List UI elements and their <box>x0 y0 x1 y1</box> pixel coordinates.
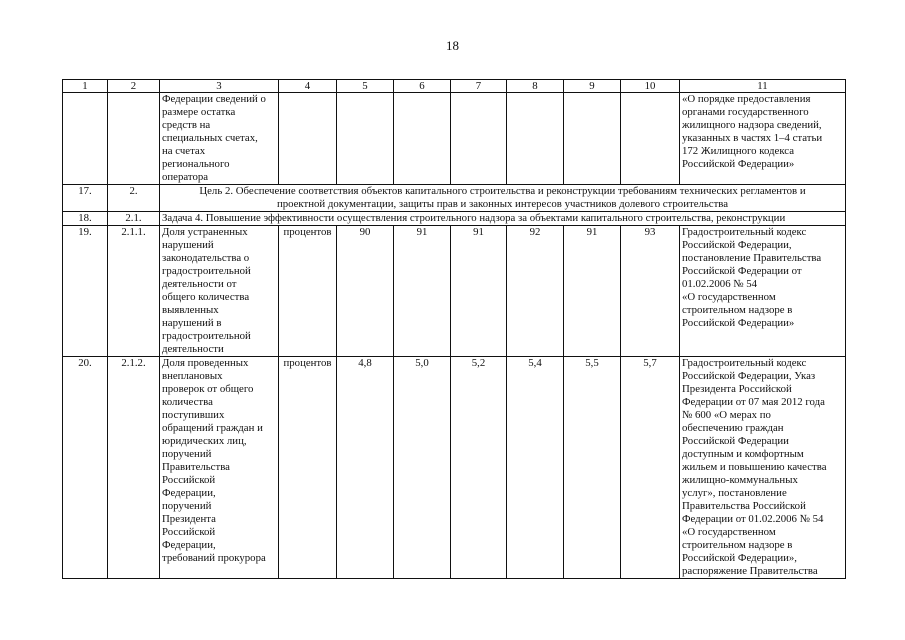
indicator-name <box>160 93 279 185</box>
text-line: Доля устраненных <box>162 226 248 238</box>
value-cell: 91 <box>564 226 621 357</box>
text-line: Российской Федерации <box>682 435 789 447</box>
text-line: Российской Федерации», <box>682 552 797 564</box>
text-line: обращений граждан и <box>162 422 263 434</box>
text-line: специальных счетах, <box>162 132 258 144</box>
legal-basis <box>680 357 846 579</box>
text-line: законодательства о <box>162 252 250 264</box>
column-number: 3 <box>160 80 279 93</box>
task-row <box>63 212 846 226</box>
text-line: указанных в частях 1–4 статьи <box>682 132 823 144</box>
row-code: 2.1.1. <box>108 226 160 357</box>
text-line: № 600 «О мерах по <box>682 409 771 421</box>
text-line: оператора <box>162 171 209 183</box>
value-cell <box>564 93 621 185</box>
table-row <box>63 93 846 185</box>
text-line: градостроительной <box>162 265 251 277</box>
text-line: Президента <box>162 513 216 525</box>
column-number: 5 <box>337 80 394 93</box>
value-cell: 5,2 <box>451 357 507 579</box>
row-code <box>108 93 160 185</box>
value-cell: 5,7 <box>621 357 680 579</box>
text-line: регионального <box>162 158 230 170</box>
text-line: нарушений в <box>162 317 222 329</box>
column-number: 6 <box>394 80 451 93</box>
column-number: 9 <box>564 80 621 93</box>
value-cell <box>451 93 507 185</box>
indicator-table <box>62 79 846 579</box>
row-code: 2.1. <box>108 212 160 226</box>
goal-text <box>160 185 846 212</box>
indicator-name <box>160 226 279 357</box>
text-line: Доля проведенных <box>162 357 249 369</box>
text-line: Федерации от 01.02.2006 № 54 <box>682 513 824 525</box>
text-line: нарушений <box>162 239 214 251</box>
column-number: 8 <box>507 80 564 93</box>
text-line: Градостроительный кодекс <box>682 357 807 369</box>
value-cell: 90 <box>337 226 394 357</box>
table-row <box>63 226 846 357</box>
text-line: Российской Федерации» <box>682 317 795 329</box>
text-line: поручений <box>162 500 212 512</box>
column-number: 1 <box>63 80 108 93</box>
text-line: Федерации сведений о <box>162 93 266 105</box>
value-cell <box>337 93 394 185</box>
column-number-row <box>63 80 846 93</box>
text-line: проверок от общего <box>162 383 254 395</box>
row-number: 19. <box>63 226 108 357</box>
row-number: 17. <box>63 185 108 212</box>
text-line: Правительства <box>162 461 230 473</box>
row-number <box>63 93 108 185</box>
text-line: жилищного надзора сведений, <box>682 119 822 131</box>
text-line: юридических лиц, <box>162 435 247 447</box>
row-number: 20. <box>63 357 108 579</box>
text-line: Российской Федерации» <box>682 158 795 170</box>
text-line: жилищно-коммунальных <box>682 474 798 486</box>
column-number: 11 <box>680 80 846 93</box>
text-line: деятельности <box>162 343 224 355</box>
text-line: Правительства Российской <box>682 500 806 512</box>
row-code: 2.1.2. <box>108 357 160 579</box>
unit-cell: процентов <box>279 357 337 579</box>
column-number: 4 <box>279 80 337 93</box>
text-line: градостроительной <box>162 330 251 342</box>
text-line: Российской Федерации от <box>682 265 802 277</box>
text-line: средств на <box>162 119 211 131</box>
text-line: Градостроительный кодекс <box>682 226 807 238</box>
row-number: 18. <box>63 212 108 226</box>
text-line: «О порядке предоставления <box>682 93 811 105</box>
column-number: 2 <box>108 80 160 93</box>
text-line: общего количества <box>162 291 250 303</box>
table-row <box>63 357 846 579</box>
text-line: строительном надзоре в <box>682 539 793 551</box>
text-line: услуг», постановление <box>682 487 787 499</box>
row-code: 2. <box>108 185 160 212</box>
text-line: выявленных <box>162 304 219 316</box>
text-line: «О государственном <box>682 291 776 303</box>
text-line: количества <box>162 396 213 408</box>
text-line: требований прокурора <box>162 552 266 564</box>
text-line: проектной документации, защиты прав и законных интересов участников долевого строительства <box>276 198 729 210</box>
text-line: Российской <box>162 526 216 538</box>
column-number: 7 <box>451 80 507 93</box>
value-cell: 4,8 <box>337 357 394 579</box>
text-line: строительном надзоре в <box>682 304 793 316</box>
text-line: Федерации, <box>162 487 216 499</box>
indicator-name <box>160 357 279 579</box>
text-line: 01.02.2006 № 54 <box>682 278 758 290</box>
text-line: Федерации от 07 мая 2012 года <box>682 396 825 408</box>
text-line: Российской Федерации, Указ <box>682 370 816 382</box>
page-number: 18 <box>446 38 459 53</box>
text-line: внеплановых <box>162 370 223 382</box>
text-line: Федерации, <box>162 539 216 551</box>
value-cell: 5,5 <box>564 357 621 579</box>
legal-basis <box>680 226 846 357</box>
text-line: поручений <box>162 448 212 460</box>
text-line: органами государственного <box>682 106 809 118</box>
value-cell: 91 <box>451 226 507 357</box>
text-line: «О государственном <box>682 526 776 538</box>
text-line: размере остатка <box>162 106 236 118</box>
text-line: распоряжение Правительства <box>682 565 818 577</box>
goal-row <box>63 185 846 212</box>
unit-cell: процентов <box>279 226 337 357</box>
value-cell: 5,0 <box>394 357 451 579</box>
text-line: жильем и повышению качества <box>682 461 827 473</box>
unit-cell <box>279 93 337 185</box>
task-text: Задача 4. Повышение эффективности осуществления строительного надзора за объектами капитального строительства, реконструкции <box>160 212 846 226</box>
column-number: 10 <box>621 80 680 93</box>
value-cell <box>621 93 680 185</box>
value-cell: 5,4 <box>507 357 564 579</box>
text-line: Цель 2. Обеспечение соответствия объектов капитального строительства и реконструкции требованиям технических регламентов и <box>199 185 806 197</box>
value-cell <box>394 93 451 185</box>
value-cell: 91 <box>394 226 451 357</box>
value-cell <box>507 93 564 185</box>
text-line: постановление Правительства <box>682 252 822 264</box>
text-line: Российской <box>162 474 216 486</box>
legal-basis <box>680 93 846 185</box>
text-line: обеспечению граждан <box>682 422 784 434</box>
text-line: Российской Федерации, <box>682 239 792 251</box>
value-cell: 93 <box>621 226 680 357</box>
text-line: 172 Жилищного кодекса <box>682 145 795 157</box>
text-line: Президента Российской <box>682 383 792 395</box>
text-line: деятельности от <box>162 278 237 290</box>
text-line: поступивших <box>162 409 225 421</box>
text-line: на счетах <box>162 145 206 157</box>
text-line: доступным и комфортным <box>682 448 804 460</box>
value-cell: 92 <box>507 226 564 357</box>
